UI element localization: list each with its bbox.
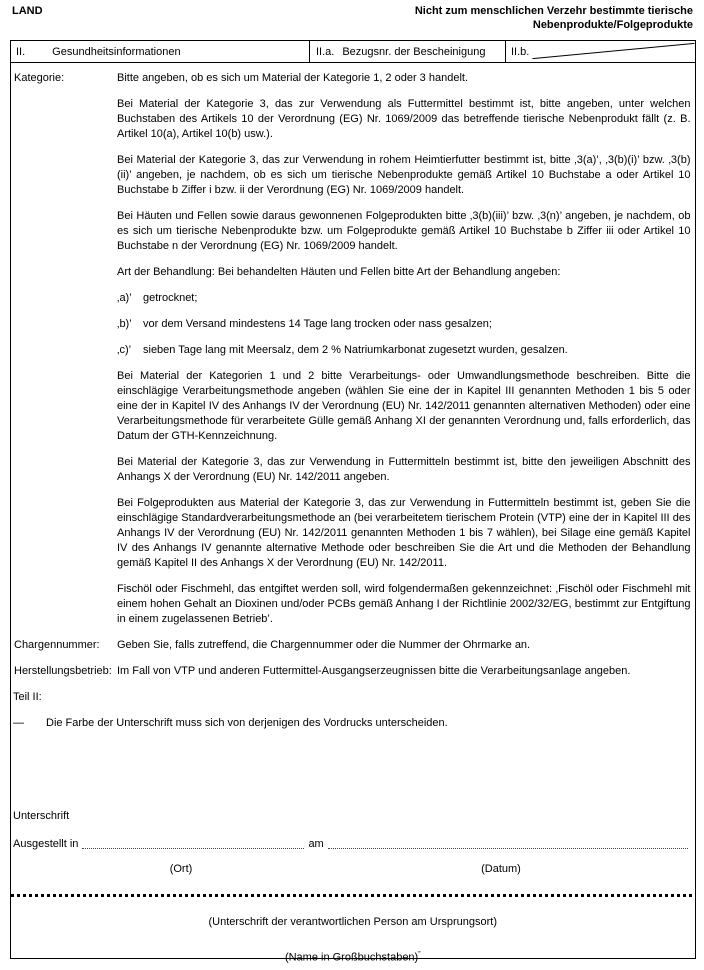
herstellungsbetrieb-row xyxy=(13,664,691,690)
kategorie-label: Kategorie: xyxy=(14,72,65,84)
reference-number: II.a. xyxy=(316,45,335,58)
treatment-item-text: getrocknet; xyxy=(143,292,198,304)
document-title-line2: Nebenprodukte/Folgeprodukte xyxy=(532,18,693,31)
datum-caption: (Datum) xyxy=(481,863,521,875)
teil2-note-row xyxy=(13,716,691,731)
kategorie-paragraph: Art der Behandlung: Bei behandelten Häuten und Fellen bitte Art der Behandlung angeben: xyxy=(117,266,561,278)
date-fill-line xyxy=(328,847,688,849)
treatment-item-text: sieben Tage lang mit Meersalz, dem 2 % Natriumkarbonat zugesetzt wurden, gesalzen. xyxy=(143,344,568,356)
signature-dotted-line xyxy=(11,894,692,897)
header-cell-iib xyxy=(506,41,695,62)
am-label: am xyxy=(308,838,324,850)
kategorie-paragraph: Bitte angeben, ob es sich um Material der Kategorie 1, 2 oder 3 handelt. xyxy=(117,72,468,84)
section-label: Gesundheitsinformationen xyxy=(52,45,181,58)
kategorie-row xyxy=(13,71,691,638)
signature-caption: (Unterschrift der verantwortlichen Person am Ursprungsort) xyxy=(208,916,498,928)
kategorie-paragraph: Bei Material der Kategorie 3, das zur Verwendung als Futtermittel bestimmt ist, bitte angeben, unter welchen Buchstaben des Artikels 10 der Verordnung (EG) Nr. 1069/2009 das betreffende tierische Nebenprodukt fällt (z. B. Artikel 10(a), Artikel 10(b) usw.). xyxy=(117,98,691,140)
herstellungsbetrieb-label: Herstellungsbetrieb: xyxy=(14,665,112,677)
unterschrift-label: Unterschrift xyxy=(13,810,70,822)
treatment-item-marker: ‚c)’ xyxy=(117,344,132,356)
name-caption xyxy=(11,947,695,966)
ort-datum-row xyxy=(11,862,695,877)
kategorie-paragraph: Bei Folgeprodukten aus Material der Kategorie 3, das zur Verwendung in Futtermitteln bestimmt ist, geben Sie die einschlägige Standardverarbeitungsmethode an (bei verarbeitetem tierischem Protein (VTP) eine der in Kapitel III des Anhangs IV der Verordnung (EU) Nr. 142/2011 genannten Methoden 1 bis 7 wählen), bei Silage eine gemäß Kapitel IV des Anhangs IV genannte alternative Methode oder beschreiben Sie die Art und die Methoden der Behandlung gemäß Kapitel II des Anhangs X der Verordnung (EU) Nr. 142/2011. xyxy=(117,497,691,569)
reference-label: Bezugsnr. der Bescheinigung xyxy=(342,45,486,58)
kategorie-paragraph: Fischöl oder Fischmehl, das entgiftet werden soll, wird folgendermaßen gekennzeichnet: ‚Fischöl oder Fischmehl mit einem hohen Gehalt an Dioxinen und/oder PCBs gemäß Anhang I der Richtlinie 2002/32/EG, bestimmt zur Entgiftung in einem zugelassenen Betrieb’. xyxy=(117,583,691,625)
document-title-line1: Nicht zum menschlichen Verzehr bestimmte tierische xyxy=(414,5,693,17)
herstellungsbetrieb-paragraph: Im Fall von VTP und anderen Futtermittel-Ausgangserzeugnissen bitte die Verarbeitungsanlage angeben. xyxy=(117,665,631,677)
ort-caption: (Ort) xyxy=(169,863,193,875)
kategorie-text xyxy=(117,71,691,638)
treatment-item-b xyxy=(117,317,691,332)
teil2-note-text: Die Farbe der Unterschrift muss sich von derjenigen des Vordrucks unterscheiden. xyxy=(46,717,448,729)
iib-number: II.b. xyxy=(511,45,530,58)
name-caption-text: (Name in Großbuchstaben) xyxy=(284,951,419,964)
teil2-heading: Teil II: xyxy=(13,691,42,703)
kategorie-paragraph: Bei Material der Kategorie 3, das zur Verwendung in rohem Heimtierfutter bestimmt ist, bitte ‚3(a)’, ‚3(b)(i)’ bzw. ‚3(b)(ii)’ angeben, je nachdem, ob es sich um tierische Nebenprodukte gemäß Artikel 10 Buchstabe a oder Artikel 10 Buchstabe b Ziffer i bzw. ii der Verordnung (EG) Nr. 1069/2009 handelt. xyxy=(117,154,691,196)
country-label: LAND xyxy=(12,5,43,17)
certificate-form-box xyxy=(10,40,696,964)
document-title xyxy=(415,5,693,32)
section-header-row xyxy=(11,41,695,63)
treatment-item-text: vor dem Versand mindestens 14 Tage lang trocken oder nass gesalzen; xyxy=(143,318,492,330)
treatment-item-c xyxy=(117,343,691,358)
iib-diagonal-line xyxy=(506,41,695,62)
chargennummer-text xyxy=(117,638,691,664)
kategorie-paragraph: Bei Material der Kategorie 3, das zur Verwendung in Futtermitteln bestimmt ist, bitte den jeweiligen Abschnitt des Anhangs X der Verordnung (EU) Nr. 142/2011 angeben. xyxy=(117,456,691,483)
page-top-header xyxy=(12,5,693,32)
chargennummer-row xyxy=(13,638,691,664)
treatment-item-marker: ‚a)’ xyxy=(117,292,132,304)
issued-in-row xyxy=(13,837,692,852)
certificate-body xyxy=(11,63,695,964)
place-fill-line xyxy=(82,847,304,849)
header-cell-health-info xyxy=(11,41,310,62)
header-cell-reference-number xyxy=(310,41,506,62)
section-number: II. xyxy=(16,45,26,58)
name-caption-footnote-mark: ” xyxy=(418,951,421,958)
chargennummer-label: Chargennummer: xyxy=(14,639,100,651)
chargennummer-paragraph: Geben Sie, falls zutreffend, die Chargennummer oder die Nummer der Ohrmarke an. xyxy=(117,639,531,651)
dash-marker: — xyxy=(13,717,24,729)
herstellungsbetrieb-text xyxy=(117,664,691,690)
issued-in-label: Ausgestellt in xyxy=(13,838,79,850)
kategorie-paragraph: Bei Häuten und Fellen sowie daraus gewonnenen Folgeprodukten bitte ‚3(b)(iii)’ bzw. ‚3(n)’ angeben, je nachdem, ob es sich um tierische Nebenprodukte bzw. um Folgeprodukte gemäß Artikel 10 Buchstabe b Ziffer iii oder Artikel 10 Buchstabe n der Verordnung (EG) Nr. 1069/2009 handelt. xyxy=(117,210,691,252)
kategorie-paragraph: Bei Material der Kategorien 1 und 2 bitte Verarbeitungs- oder Umwandlungsmethode beschreiben. Bitte die einschlägige Verarbeitungsmethode angeben (wählen Sie eine der in Kapitel III genannten Methoden 1 bis 5 oder eine der in Kapitel IV des Anhangs IV der Verordnung (EU) Nr. 142/2011 genannten alternativen Methoden) oder eine Verarbeitungsmethode für verarbeitete Gülle gemäß Anhang XI der genannten Verordnung und, falls erforderlich, das Datum der GTH-Kennzeichnung. xyxy=(117,370,691,442)
treatment-item-marker: ‚b)’ xyxy=(117,318,132,330)
treatment-item-a xyxy=(117,291,691,306)
